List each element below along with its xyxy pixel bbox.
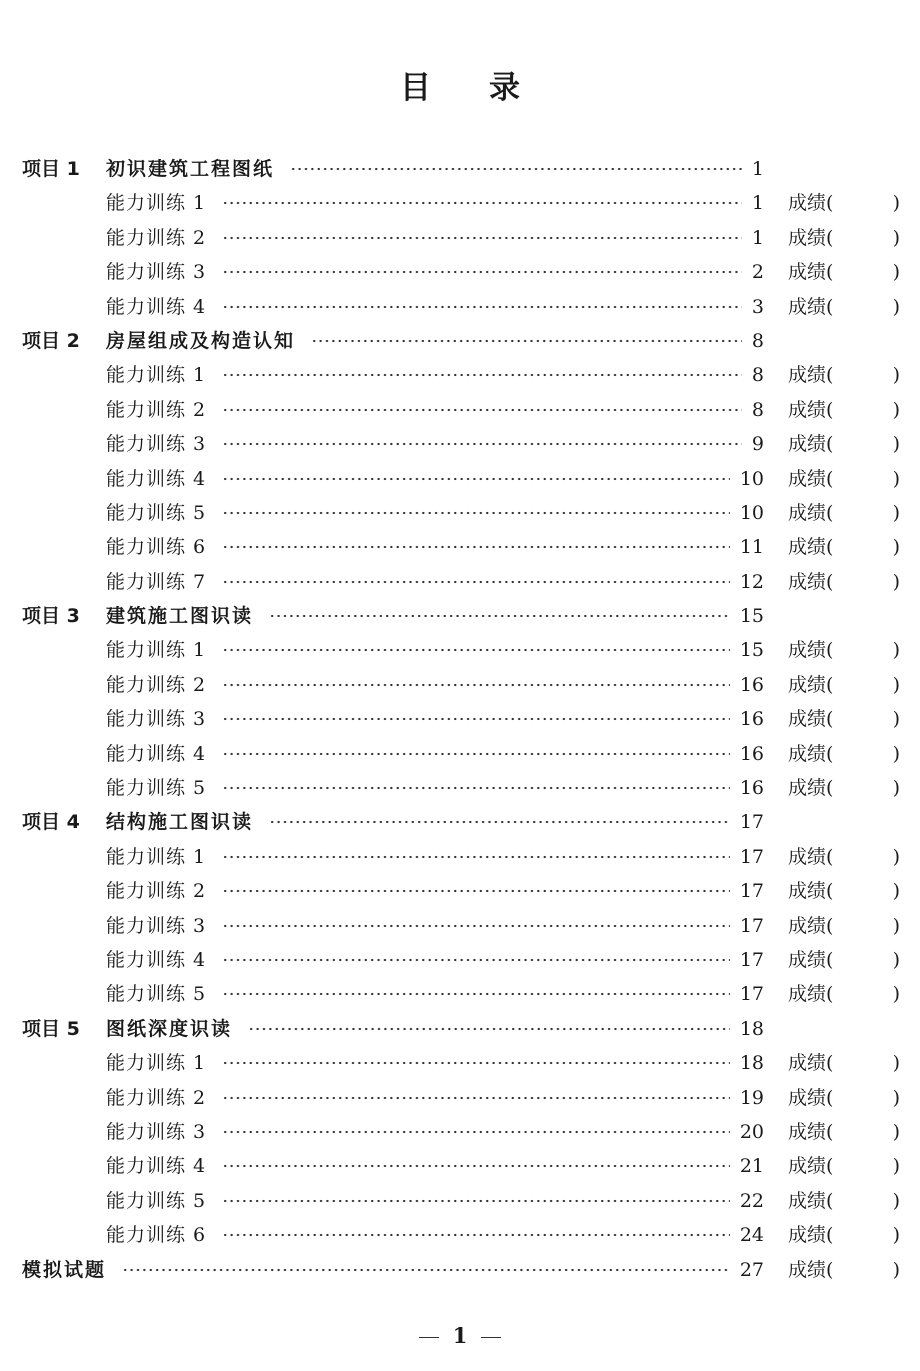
score-close-paren: )	[892, 261, 900, 284]
page-title	[0, 62, 920, 107]
score-label: 成绩(	[788, 639, 834, 662]
entry-page-number: 2	[751, 261, 764, 284]
entry-page-number: 17	[739, 948, 764, 971]
entry-page-number: 24	[739, 1224, 764, 1247]
entry-label: 能力训练 2	[106, 1086, 207, 1109]
toc-training-row[interactable]	[0, 737, 920, 771]
score-close-paren: )	[892, 1086, 900, 1109]
score-label: 成绩(	[788, 1052, 834, 1075]
score-field	[788, 255, 900, 289]
score-close-paren: )	[892, 1155, 900, 1178]
toc-training-row[interactable]	[0, 909, 920, 943]
entry-label: 能力训练 4	[106, 467, 207, 490]
score-field	[788, 1218, 900, 1252]
toc-training-row[interactable]	[0, 874, 920, 908]
score-field	[788, 1149, 900, 1183]
dot-leader	[222, 442, 742, 446]
entry-page-number: 20	[739, 1120, 764, 1143]
score-field	[788, 427, 900, 461]
dot-leader	[248, 1027, 730, 1031]
score-field	[788, 290, 900, 324]
entry-label: 能力训练 2	[106, 226, 207, 249]
entry-label: 能力训练 4	[106, 742, 207, 765]
score-label: 成绩(	[788, 880, 834, 903]
score-field	[788, 1253, 900, 1287]
score-field	[788, 874, 900, 908]
entry-label: 能力训练 2	[106, 673, 207, 696]
toc-training-row[interactable]	[0, 255, 920, 289]
entry-page-number: 22	[739, 1189, 764, 1212]
entry-label: 建筑施工图识读	[106, 605, 254, 628]
score-label: 成绩(	[788, 295, 834, 318]
entry-page-number: 10	[739, 467, 764, 490]
entry-page-number: 17	[739, 811, 764, 834]
toc-training-row[interactable]	[0, 565, 920, 599]
toc-training-row[interactable]	[0, 771, 920, 805]
entry-label: 能力训练 5	[106, 777, 207, 800]
dot-leader	[222, 855, 730, 859]
entry-label: 能力训练 3	[106, 261, 207, 284]
score-close-paren: )	[892, 226, 900, 249]
dot-leader	[222, 924, 730, 928]
entry-page-number: 1	[751, 192, 764, 215]
entry-page-number: 17	[739, 914, 764, 937]
toc-training-row[interactable]	[0, 668, 920, 702]
toc-training-row[interactable]	[0, 186, 920, 220]
toc-training-row[interactable]	[0, 1081, 920, 1115]
dot-leader	[222, 477, 730, 481]
score-label: 成绩(	[788, 1086, 834, 1109]
entry-page-number: 18	[739, 1017, 764, 1040]
toc-training-row[interactable]	[0, 393, 920, 427]
entry-label: 能力训练 6	[106, 536, 207, 559]
score-close-paren: )	[892, 536, 900, 559]
dot-leader	[222, 545, 730, 549]
score-label: 成绩(	[788, 1155, 834, 1178]
score-field	[788, 496, 900, 530]
toc-training-row[interactable]	[0, 1184, 920, 1218]
score-close-paren: )	[892, 880, 900, 903]
title-char-right: 录	[489, 70, 520, 106]
entry-page-number: 15	[739, 605, 764, 628]
project-number: 项目 2	[22, 329, 80, 352]
score-label: 成绩(	[788, 1189, 834, 1212]
score-field	[788, 633, 900, 667]
entry-page-number: 8	[751, 329, 764, 352]
score-label: 成绩(	[788, 1258, 834, 1281]
score-close-paren: )	[892, 192, 900, 215]
entry-page-number: 16	[739, 742, 764, 765]
dot-leader	[222, 305, 742, 309]
score-close-paren: )	[892, 398, 900, 421]
entry-page-number: 11	[739, 536, 764, 559]
score-field	[788, 462, 900, 496]
score-label: 成绩(	[788, 845, 834, 868]
dot-leader	[222, 408, 742, 412]
score-label: 成绩(	[788, 777, 834, 800]
toc-project-row[interactable]	[0, 324, 920, 358]
footer-dash-right	[481, 1337, 501, 1338]
entry-label: 能力训练 3	[106, 708, 207, 731]
toc-training-row[interactable]	[0, 977, 920, 1011]
project-number: 项目 1	[22, 158, 80, 180]
entry-label: 图纸深度识读	[106, 1017, 233, 1040]
entry-label: 能力训练 1	[106, 845, 207, 868]
entry-page-number: 12	[739, 570, 764, 593]
dot-leader	[222, 1061, 730, 1065]
score-label: 成绩(	[788, 398, 834, 421]
score-close-paren: )	[892, 983, 900, 1006]
dot-leader	[269, 614, 730, 618]
dot-leader	[311, 339, 742, 343]
dot-leader	[222, 717, 730, 721]
dot-leader	[222, 1164, 730, 1168]
score-label: 成绩(	[788, 261, 834, 284]
toc-project-row[interactable]	[0, 1012, 920, 1046]
dot-leader	[222, 958, 730, 962]
dot-leader	[222, 1130, 730, 1134]
score-close-paren: )	[892, 1120, 900, 1143]
entry-label: 能力训练 1	[106, 639, 207, 662]
toc-appendix-row[interactable]	[0, 1253, 920, 1287]
entry-page-number: 18	[739, 1052, 764, 1075]
toc-training-row[interactable]	[0, 496, 920, 530]
dot-leader	[222, 1096, 730, 1100]
title-char-left: 目	[400, 70, 431, 106]
entry-label: 能力训练 4	[106, 295, 207, 318]
entry-label: 能力训练 6	[106, 1224, 207, 1247]
entry-page-number: 10	[739, 501, 764, 524]
score-close-paren: )	[892, 467, 900, 490]
score-field	[788, 943, 900, 977]
score-close-paren: )	[892, 1224, 900, 1247]
score-close-paren: )	[892, 501, 900, 524]
toc-training-row[interactable]	[0, 427, 920, 461]
score-field	[788, 771, 900, 805]
score-field	[788, 702, 900, 736]
score-label: 成绩(	[788, 1120, 834, 1143]
score-field	[788, 221, 900, 255]
entry-page-number: 1	[751, 158, 764, 180]
entry-label: 能力训练 7	[106, 570, 207, 593]
score-field	[788, 186, 900, 220]
score-close-paren: )	[892, 742, 900, 765]
score-close-paren: )	[892, 914, 900, 937]
entry-label: 能力训练 5	[106, 983, 207, 1006]
score-close-paren: )	[892, 708, 900, 731]
dot-leader	[222, 752, 730, 756]
dot-leader	[222, 889, 730, 893]
dot-leader	[222, 373, 742, 377]
entry-label: 能力训练 4	[106, 948, 207, 971]
entry-page-number: 8	[751, 364, 764, 387]
entry-page-number: 17	[739, 880, 764, 903]
footer-dash-left	[419, 1337, 439, 1338]
entry-label: 结构施工图识读	[106, 811, 254, 834]
dot-leader	[290, 167, 742, 171]
entry-page-number: 9	[751, 433, 764, 456]
entry-label: 能力训练 2	[106, 880, 207, 903]
score-label: 成绩(	[788, 226, 834, 249]
score-close-paren: )	[892, 433, 900, 456]
score-close-paren: )	[892, 1052, 900, 1075]
dot-leader	[222, 270, 742, 274]
dot-leader	[222, 992, 730, 996]
score-field	[788, 1115, 900, 1149]
score-label: 成绩(	[788, 570, 834, 593]
dot-leader	[222, 1233, 730, 1237]
score-label: 成绩(	[788, 742, 834, 765]
score-field	[788, 1184, 900, 1218]
entry-page-number: 1	[751, 226, 764, 249]
score-label: 成绩(	[788, 536, 834, 559]
entry-page-number: 15	[739, 639, 764, 662]
toc-training-row[interactable]	[0, 840, 920, 874]
dot-leader	[222, 683, 730, 687]
score-field	[788, 530, 900, 564]
score-label: 成绩(	[788, 948, 834, 971]
page-number: 1	[452, 1323, 468, 1348]
toc-training-row[interactable]	[0, 1218, 920, 1252]
toc-training-row[interactable]	[0, 702, 920, 736]
entry-label: 能力训练 3	[106, 1120, 207, 1143]
entry-label: 能力训练 4	[106, 1155, 207, 1178]
score-close-paren: )	[892, 673, 900, 696]
score-label: 成绩(	[788, 501, 834, 524]
score-close-paren: )	[892, 364, 900, 387]
dot-leader	[122, 1268, 730, 1272]
dot-leader	[222, 786, 730, 790]
entry-page-number: 8	[751, 398, 764, 421]
entry-label: 初识建筑工程图纸	[106, 158, 275, 180]
entry-page-number: 21	[739, 1155, 764, 1178]
entry-label: 能力训练 3	[106, 914, 207, 937]
score-label: 成绩(	[788, 1224, 834, 1247]
score-close-paren: )	[892, 948, 900, 971]
toc-training-row[interactable]	[0, 221, 920, 255]
score-close-paren: )	[892, 570, 900, 593]
toc-training-row[interactable]	[0, 462, 920, 496]
entry-page-number: 19	[739, 1086, 764, 1109]
entry-label: 能力训练 1	[106, 364, 207, 387]
dot-leader	[269, 820, 730, 824]
entry-label: 能力训练 5	[106, 501, 207, 524]
toc-training-row[interactable]	[0, 943, 920, 977]
toc-training-row[interactable]	[0, 530, 920, 564]
entry-page-number: 17	[739, 845, 764, 868]
score-close-paren: )	[892, 845, 900, 868]
entry-page-number: 27	[739, 1258, 764, 1281]
score-field	[788, 565, 900, 599]
page-footer	[0, 1323, 920, 1348]
toc-training-row[interactable]	[0, 1149, 920, 1183]
dot-leader	[222, 236, 742, 240]
dot-leader	[222, 648, 730, 652]
entry-label: 能力训练 5	[106, 1189, 207, 1212]
score-field	[788, 840, 900, 874]
score-close-paren: )	[892, 1189, 900, 1212]
score-close-paren: )	[892, 639, 900, 662]
score-label: 成绩(	[788, 673, 834, 696]
dot-leader	[222, 580, 730, 584]
toc-project-row[interactable]	[0, 599, 920, 633]
table-of-contents	[0, 152, 920, 1287]
score-label: 成绩(	[788, 467, 834, 490]
dot-leader	[222, 1199, 730, 1203]
toc-training-row[interactable]	[0, 1046, 920, 1080]
score-field	[788, 393, 900, 427]
score-label: 成绩(	[788, 433, 834, 456]
score-close-paren: )	[892, 295, 900, 318]
project-number: 项目 3	[22, 605, 80, 628]
entry-label: 房屋组成及构造认知	[106, 329, 296, 352]
score-field	[788, 1081, 900, 1115]
toc-project-row[interactable]	[0, 152, 920, 186]
toc-training-row[interactable]	[0, 290, 920, 324]
entry-label: 能力训练 3	[106, 433, 207, 456]
score-label: 成绩(	[788, 914, 834, 937]
score-label: 成绩(	[788, 983, 834, 1006]
toc-project-row[interactable]	[0, 805, 920, 839]
entry-label: 能力训练 2	[106, 398, 207, 421]
entry-label: 模拟试题	[22, 1258, 107, 1281]
entry-page-number: 17	[739, 983, 764, 1006]
score-label: 成绩(	[788, 192, 834, 215]
entry-label: 能力训练 1	[106, 192, 207, 215]
toc-training-row[interactable]	[0, 358, 920, 392]
project-number: 项目 5	[22, 1017, 80, 1040]
score-label: 成绩(	[788, 364, 834, 387]
score-label: 成绩(	[788, 708, 834, 731]
score-field	[788, 358, 900, 392]
score-field	[788, 1046, 900, 1080]
toc-training-row[interactable]	[0, 633, 920, 667]
score-field	[788, 668, 900, 702]
score-field	[788, 909, 900, 943]
dot-leader	[222, 201, 742, 205]
entry-label: 能力训练 1	[106, 1052, 207, 1075]
entry-page-number: 16	[739, 777, 764, 800]
dot-leader	[222, 511, 730, 515]
entry-page-number: 16	[739, 673, 764, 696]
project-number: 项目 4	[22, 811, 80, 834]
score-field	[788, 977, 900, 1011]
score-close-paren: )	[892, 777, 900, 800]
toc-training-row[interactable]	[0, 1115, 920, 1149]
score-close-paren: )	[892, 1258, 900, 1281]
entry-page-number: 3	[751, 295, 764, 318]
score-field	[788, 737, 900, 771]
entry-page-number: 16	[739, 708, 764, 731]
